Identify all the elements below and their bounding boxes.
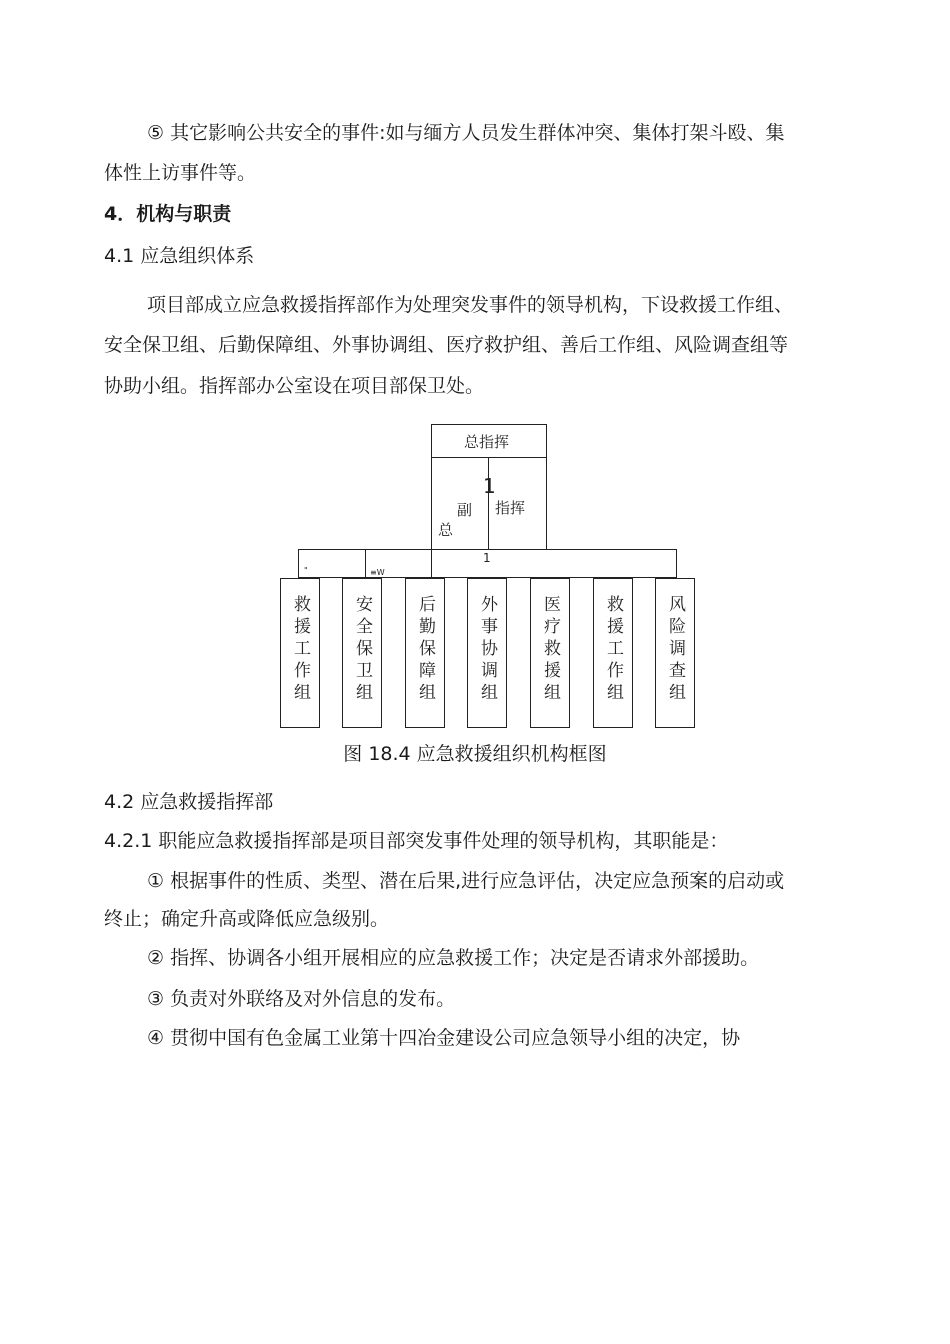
section-4-2-heading: 4.2 应急救援指挥部	[104, 791, 274, 813]
group-label: 救援工作组	[603, 595, 623, 705]
duty-item-1-line2: 终止；确定升高或降低应急级别。	[104, 908, 390, 930]
group-label: 安全保卫组	[352, 595, 372, 705]
group-label: 医疗救援组	[540, 595, 560, 705]
connector-bar-divider-1	[365, 549, 366, 578]
connector-mark-left: "	[304, 566, 308, 575]
deputy-label-char2: 总	[438, 521, 454, 539]
duty-item-4: ④ 贯彻中国有色金属工业第十四冶金建设公司应急领导小组的决定，协	[147, 1027, 741, 1049]
group-label: 外事协调组	[477, 595, 497, 705]
paragraph-item-5-line2: 体性上访事件等。	[104, 162, 257, 184]
group-box-safety-security	[342, 578, 382, 728]
deputy-label-char1: 副	[457, 501, 473, 519]
group-label: 风险调查组	[665, 595, 685, 705]
group-box-risk-investigation	[655, 578, 695, 728]
group-box-logistics	[405, 578, 445, 728]
duty-item-2: ② 指挥、协调各小组开展相应的应急救援工作；决定是否请求外部援助。	[147, 947, 760, 969]
group-box-medical-rescue	[530, 578, 570, 728]
commander-number: 1	[483, 474, 496, 498]
section-4-1-body-line1: 项目部成立应急救援指挥部作为处理突发事件的领导机构，下设救援工作组、	[147, 294, 794, 316]
section-4-1-body-line3: 协助小组。指挥部办公室设在项目部保卫处。	[104, 375, 485, 397]
group-box-rescue-work-2	[593, 578, 633, 728]
commander-label: 总指挥	[464, 433, 510, 451]
figure-caption: 图 18.4 应急救援组织机构框图	[343, 743, 607, 765]
group-label: 后勤保障组	[415, 595, 435, 705]
section-4-2-1-heading: 4.2.1 职能应急救援指挥部是项目部突发事件处理的领导机构，其职能是：	[104, 830, 729, 852]
section-4-heading: 4．机构与职责	[104, 203, 232, 225]
duty-item-3: ③ 负责对外联络及对外信息的发布。	[147, 988, 456, 1010]
connector-number: 1	[483, 551, 491, 565]
commander-divider	[431, 457, 547, 458]
section-4-1-heading: 4.1 应急组织体系	[104, 245, 255, 267]
section-4-1-body-line2: 安全保卫组、后勤保障组、外事协调组、医疗救护组、善后工作组、风险调查组等	[104, 334, 789, 356]
commander-split-line	[488, 458, 489, 550]
group-box-rescue-work	[280, 578, 320, 728]
connector-bar-divider-2	[431, 549, 432, 578]
group-label: 救援工作组	[290, 595, 310, 705]
group-box-foreign-affairs	[467, 578, 507, 728]
paragraph-item-5-line1: ⑤ 其它影响公共安全的事件:如与缅方人员发生群体冲突、集体打架斗殴、集	[147, 122, 785, 144]
connector-mark-mid: ≡W	[370, 568, 385, 577]
deputy-commander-label: 指挥	[495, 499, 526, 517]
duty-item-1-line1: ① 根据事件的性质、类型、潜在后果,进行应急评估，决定应急预案的启动或	[147, 870, 785, 892]
